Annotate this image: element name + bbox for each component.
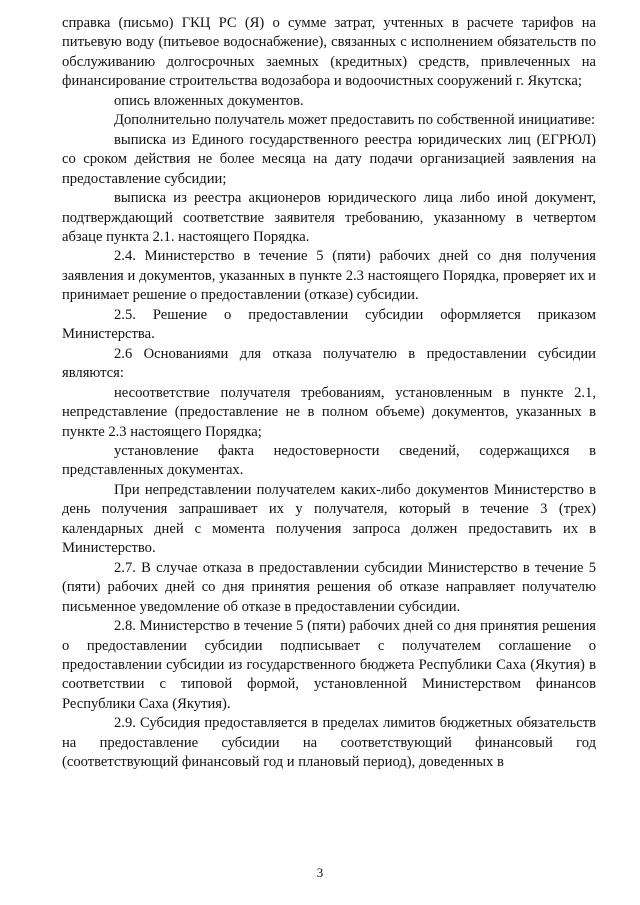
paragraph-shareholder-extract: выписка из реестра акционеров юридического лица либо иной документ, подтверждающий соответствие заявителя требованию, указанному в четвертом абзаце пункта 2.1. настоящего Порядка. xyxy=(62,190,596,245)
paragraph-2-6: 2.6 Основаниями для отказа получателю в предоставлении субсидии являются: xyxy=(62,345,596,382)
paragraph-2-7: 2.7. В случае отказа в предоставлении субсидии Министерство в течение 5 (пяти) рабочих дней со дня принятия решения об отказе направляет получателю письменное уведомление об отказе в предоставлении субсидии. xyxy=(62,559,596,615)
paragraph-2-9: 2.9. Субсидия предоставляется в пределах лимитов бюджетных обязательств на предоставление субсидии на соответствующий финансовый год (соответствующий финансовый год и плановый период), доведенных в xyxy=(62,715,596,771)
paragraph-2-5: 2.5. Решение о предоставлении субсидии оформляется приказом Министерства. xyxy=(62,306,596,343)
paragraph-2-8: 2.8. Министерство в течение 5 (пяти) рабочих дней со дня принятия решения о предоставлении субсидии подписывает с получателем соглашение о предоставлении субсидии из государственного бюджета Республики Саха (Якутия) в соответствии с типовой формой, установленной Министерством финансов Республики Саха (Якутия). xyxy=(62,618,596,712)
paragraph-optional-intro: Дополнительно получатель может предоставить по собственной инициативе: xyxy=(114,112,596,129)
document-body xyxy=(62,14,596,773)
paragraph-refusal-ground-1: несоответствие получателя требованиям, установленным в пункте 2.1, непредставление (предоставление не в полном объеме) документов, указанных в пункте 2.3 настоящего Порядка; xyxy=(62,384,596,440)
paragraph-missing-documents: При непредставлении получателем каких-либо документов Министерство в день получения запрашивает их у получателя, который в течение 3 (трех) календарных дней с момента получения запроса должен предоставить их в Министерство. xyxy=(62,481,596,557)
paragraph-refusal-ground-2: установление факта недостоверности сведений, содержащихся в представленных документах. xyxy=(62,442,596,479)
page-number: 3 xyxy=(316,865,324,880)
paragraph-egrul-extract: выписка из Единого государственного реестра юридических лиц (ЕГРЮЛ) со сроком действия не более месяца на дату подачи организацией заявления на предоставление субсидии; xyxy=(62,131,596,187)
paragraph-2-4: 2.4. Министерство в течение 5 (пяти) рабочих дней со дня получения заявления и документов, указанных в пункте 2.3 настоящего Порядка, проверяет их и принимает решение о предоставлении (отказе) субсидии. xyxy=(62,248,596,304)
paragraph-inventory: опись вложенных документов. xyxy=(114,92,304,109)
paragraph-certificate: справка (письмо) ГКЦ РС (Я) о сумме затрат, учтенных в расчете тарифов на питьевую воду (питьевое водоснабжение), связанных с исполнением обязательств по обслуживанию долгосрочных заемных (кредитных) средств, привлеченных на финансирование строительства водозабора и водоочистных сооружений г. Якутска; xyxy=(62,15,596,90)
